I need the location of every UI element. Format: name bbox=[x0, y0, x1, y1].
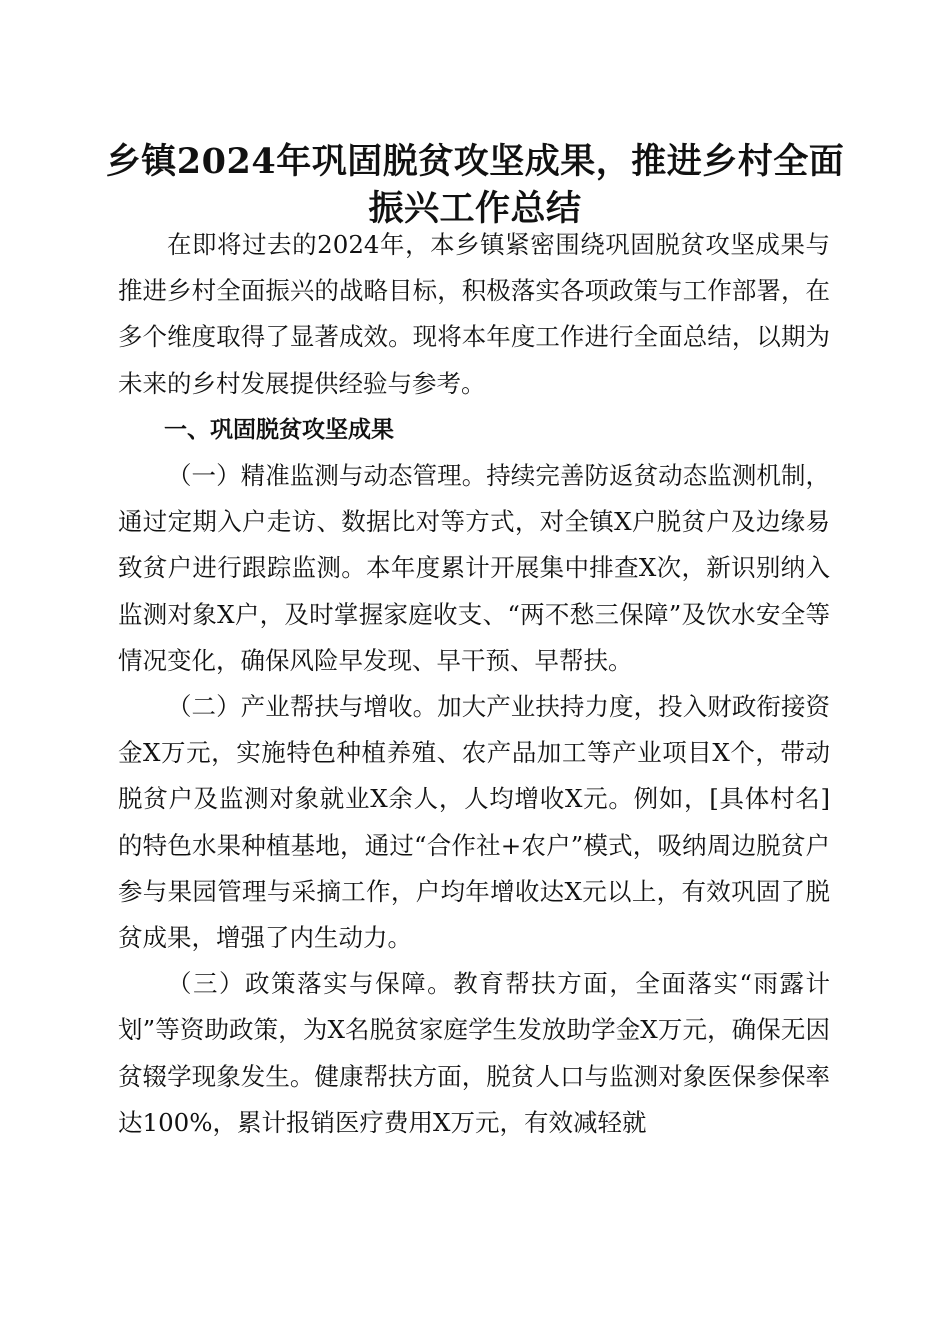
paragraph-monitoring: （一）精准监测与动态管理。持续完善防返贫动态监测机制，通过定期入户走访、数据比对等方式，对全镇X户脱贫户及边缘易致贫户进行跟踪监测。本年度累计开展集中排查X次，新识别纳入监测对象X户，及时掌握家庭收支、“两不愁三保障”及饮水安全等情况变化，确保风险早发现、早干预、早帮扶。 bbox=[118, 461, 830, 675]
paragraph-policy: （三）政策落实与保障。教育帮扶方面，全面落实“雨露计划”等资助政策，为X名脱贫家庭学生发放助学金X万元，确保无因贫辍学现象发生。健康帮扶方面，脱贫人口与监测对象医保参保率达100%，累计报销医疗费用X万元，有效减轻就 bbox=[118, 969, 830, 1137]
intro-paragraph: 在即将过去的2024年，本乡镇紧密围绕巩固脱贫攻坚成果与推进乡村全面振兴的战略目标，积极落实各项政策与工作部署，在多个维度取得了显著成效。现将本年度工作进行全面总结，以期为未来的乡村发展提供经验与参考。 bbox=[118, 230, 830, 398]
section-heading: 一、巩固脱贫攻坚成果 bbox=[164, 416, 394, 443]
document-title: 乡镇2024年巩固脱贫攻坚成果，推进乡村全面振兴工作总结 bbox=[105, 141, 845, 229]
paragraph-industry: （二）产业帮扶与增收。加大产业扶持力度，投入财政衔接资金X万元，实施特色种植养殖、农产品加工等产业项目X个，带动脱贫户及监测对象就业X余人，人均增收X元。例如，[具体村名]的特色水果种植基地，通过“合作社+农户”模式，吸纳周边脱贫户参与果园管理与采摘工作，户均年增收达X元以上，有效巩固了脱贫成果，增强了内生动力。 bbox=[118, 692, 830, 953]
document-body bbox=[118, 222, 830, 1146]
